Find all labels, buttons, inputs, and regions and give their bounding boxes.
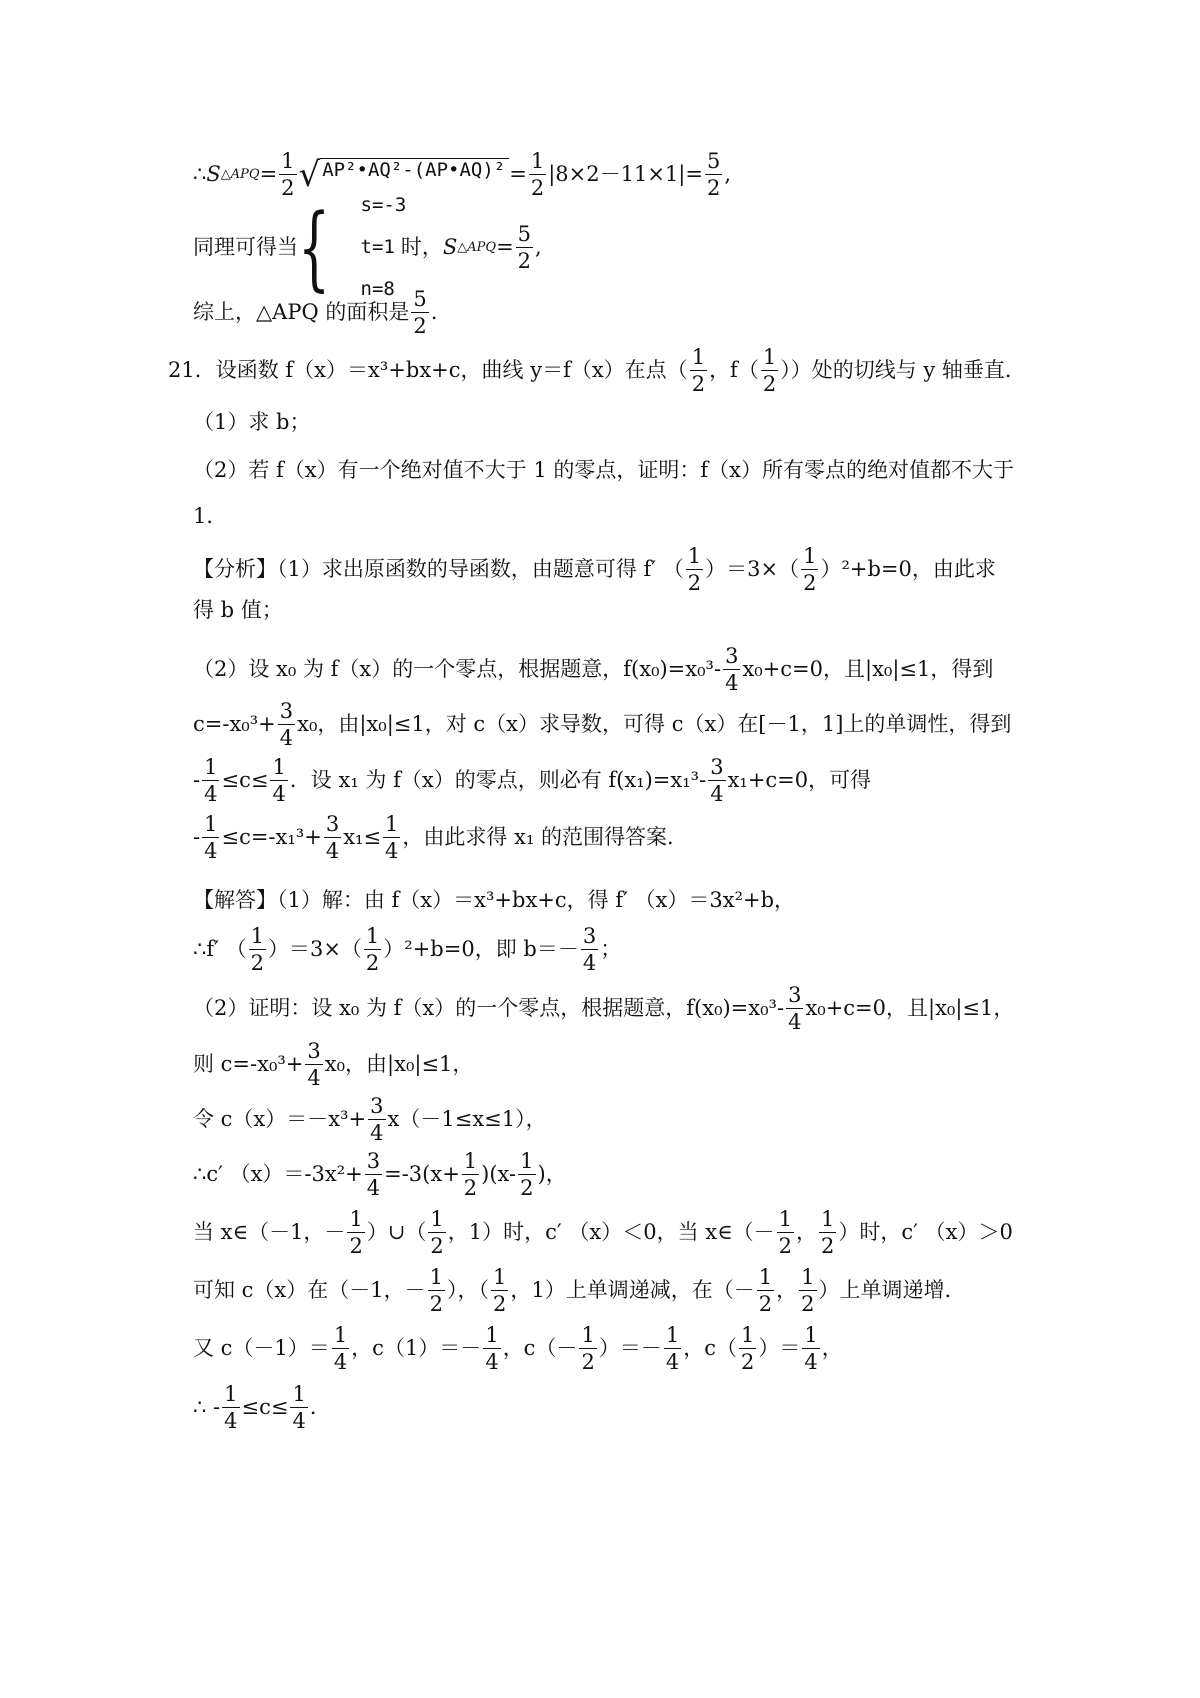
square-root: √ AP²•AQ²-(AP•AQ)² [299,158,510,192]
fraction: $\frac{1}{2}$ [581,1323,595,1375]
fraction: $\frac{3}{4}$ [366,1149,381,1201]
radicand: AP²•AQ²-(AP•AQ)² [320,158,509,192]
equals: = [509,162,527,187]
solution-line-6: ∴c′ （x）＝-3x²+ $\frac{3}{4}$ =-3(x+ $\frac{1}{2}$ )(x- $\frac{1}{2}$ )， [193,1149,567,1201]
fraction: $\frac{1}{4}$ [385,812,399,864]
summary-text: 综上，△APQ 的面积是 [193,300,410,325]
analysis-line-5: - $\frac{1}{4}$ ≤c≤ $\frac{1}{4}$ ．设 x₁ 为 f（x）的零点，则必有 f(x₁)=x₁³- $\frac{3}{4}$ x₁+c=0，可得 [193,755,872,807]
fraction: $\frac{1}{2}$ [365,924,380,976]
fraction: $\frac{1}{2}$ [430,1207,444,1259]
similar-case-prefix: 同理可得当 [193,235,298,260]
condition-n: n=8 [360,278,395,301]
area-subscript: △APQ [220,167,260,183]
therefore-symbol: ∴ [193,162,207,187]
solution-line-9: 又 c（－1）＝ $\frac{1}{4}$ ，c（1）＝－ $\frac{1}{4}$ ，c（－ $\frac{1}{2}$ ）＝－ $\frac{1}{4}$ ，c（ $\frac{1}{2}$ ）＝ $\frac{1}{4}$ ， [193,1323,843,1375]
fraction: $\frac{1}{4}$ [272,755,286,807]
fraction-half: $\frac{1}{2}$ [530,149,545,201]
fraction-result: $\frac{5}{2}$ [517,222,532,274]
area-subscript: △APQ [457,240,497,256]
equals: = [259,162,278,187]
absolute-value-expression: |8×2－11×1|= [548,162,703,187]
fraction: $\frac{3}{4}$ [325,812,340,864]
fraction: $\frac{3}{4}$ [279,699,294,751]
solution-line-3: （2）证明：设 x₀ 为 f（x）的一个零点，根据题意，f(x₀)=x₀³- $\frac{3}{4}$ x₀+c=0，且|x₀|≤1， [193,983,1015,1035]
fraction-result: $\frac{5}{2}$ [413,287,427,339]
fraction: $\frac{1}{2}$ [821,1207,835,1259]
equals: = [496,235,514,260]
punctuation: , [535,235,542,260]
fraction: $\frac{3}{4}$ [725,644,739,696]
question-text: ））处的切线与 y 轴垂直． [780,358,1026,383]
area-symbol: S [206,162,221,187]
fraction: $\frac{1}{2}$ [349,1207,363,1259]
fraction: $\frac{1}{2}$ [463,1149,478,1201]
fraction: $\frac{1}{2}$ [801,1265,815,1317]
fraction: $\frac{1}{4}$ [204,755,218,807]
punctuation: , [724,162,732,187]
fraction: $\frac{1}{2}$ [520,1149,534,1201]
fraction: $\frac{1}{4}$ [804,1323,818,1375]
case-brace-group [298,193,542,301]
solution-line-10: ∴ - $\frac{1}{4}$ ≤c≤ $\frac{1}{4}$ ． [193,1382,331,1434]
left-brace-icon: { [298,193,331,301]
solution-line-8: 可知 c（x）在（－1，－ $\frac{1}{2}$ ），（ $\frac{1}{2}$ ，1）上单调递减，在（－ $\frac{1}{2}$ ， $\frac{1}{2}$ ）上单调递增． [193,1265,966,1317]
question-21-part2-continued: 1． [193,504,228,528]
solution-line-4: 则 c=-x₀³+ $\frac{3}{4}$ x₀，由|x₀|≤1， [193,1039,474,1091]
fraction: $\frac{1}{2}$ [778,1207,793,1259]
analysis-line-3: （2）设 x₀ 为 f（x）的一个零点，根据题意，f(x₀)=x₀³- $\frac{3}{4}$ x₀+c=0，且|x₀|≤1，得到 [193,644,994,696]
fraction: $\frac{1}{4}$ [292,1382,306,1434]
fraction: $\frac{3}{4}$ [582,924,597,976]
fraction: $\frac{1}{2}$ [429,1265,444,1317]
fraction: $\frac{3}{4}$ [788,983,802,1035]
fraction: $\frac{1}{2}$ [758,1265,773,1317]
question-21-stem [168,346,1026,395]
solution-line-2: ∴f′ （ $\frac{1}{2}$ ）＝3×（ $\frac{1}{2}$ ）²+b=0，即 b＝－ $\frac{3}{4}$ ； [193,924,622,976]
question-number: 21． [168,358,216,383]
case-conditions [361,196,542,299]
analysis-line-2: 得 b 值； [193,598,283,622]
when-text: 时， [400,235,443,260]
condition-s: s=-3 [360,194,407,216]
analysis-line-1: 【分析】（1）求出原函数的导函数，由题意可得 f′ （ $\frac{1}{2}$ ）＝3×（ $\frac{1}{2}$ ）²+b=0，由此求 [193,544,996,596]
condition-t: t=1 [360,236,395,259]
solution-line-1: 【解答】（1）解：由 f（x）＝x³+bx+c，得 f′ （x）＝3x²+b， [193,888,796,912]
summary-line [193,288,437,337]
solution-line-7: 当 x∈（－1，－ $\frac{1}{2}$ ）∪（ $\frac{1}{2}$ ，1）时，c′ （x）＜0，当 x∈（－ $\frac{1}{2}$ ， $\frac{1}{2}$ ）时，c′ （x）＞0 [193,1207,1013,1259]
area-symbol: S [442,235,458,260]
fraction: $\frac{1}{4}$ [224,1382,238,1434]
fraction: $\frac{1}{2}$ [493,1265,507,1317]
question-text: ，f（ [709,358,759,383]
similar-case-line [193,193,542,301]
fraction-half: $\frac{1}{2}$ [281,149,295,201]
question-21-part2: （2）若 f（x）有一个绝对值不大于 1 的零点，证明：f（x）所有零点的绝对值都不大于 [193,458,1014,482]
analysis-line-4: c=-x₀³+ $\frac{3}{4}$ x₀，由|x₀|≤1，对 c（x）求导数，可得 c（x）在[－1，1]上的单调性，得到 [193,699,1012,751]
fraction: $\frac{1}{4}$ [204,812,218,864]
fraction: $\frac{1}{2}$ [740,1323,755,1375]
fraction: $\frac{1}{4}$ [665,1323,680,1375]
fraction-result: $\frac{5}{2}$ [706,149,721,201]
area-formula-line [193,150,731,199]
fraction: $\frac{1}{2}$ [691,345,706,397]
fraction: $\frac{1}{4}$ [333,1323,348,1375]
analysis-line-6: - $\frac{1}{4}$ ≤c=-x₁³+ $\frac{3}{4}$ x₁≤ $\frac{1}{4}$ ，由此求得 x₁ 的范围得答案． [193,812,689,864]
fraction: $\frac{1}{4}$ [485,1323,499,1375]
fraction: $\frac{3}{4}$ [307,1039,321,1091]
punctuation: . [430,300,438,325]
solution-line-5: 令 c（x）＝－x³+ $\frac{3}{4}$ x（－1≤x≤1）， [193,1094,547,1146]
fraction: $\frac{1}{2}$ [687,544,702,596]
fraction: $\frac{3}{4}$ [370,1094,384,1146]
fraction: $\frac{1}{2}$ [250,924,264,976]
fraction: $\frac{1}{2}$ [803,544,817,596]
fraction: $\frac{1}{2}$ [762,345,777,397]
question-text: 设函数 f（x）＝x³+bx+c，曲线 y＝f（x）在点（ [215,358,688,383]
question-21-part1: （1）求 b； [193,410,311,434]
fraction: $\frac{3}{4}$ [710,755,724,807]
